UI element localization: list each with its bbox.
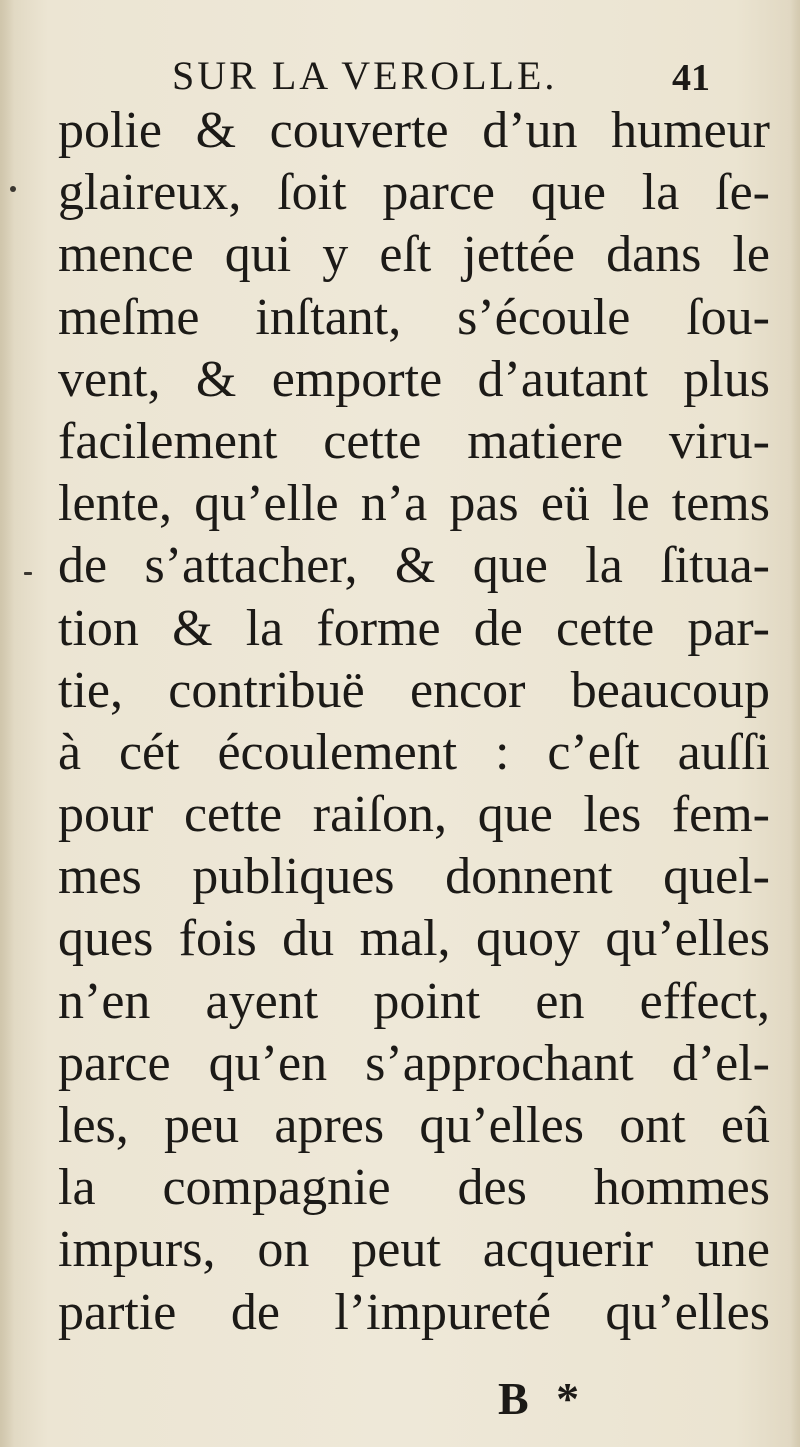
text-line: mence qui y eſt jettée dans le bbox=[58, 226, 770, 284]
text-line: meſme inſtant, s’écoule ſou- bbox=[58, 288, 770, 346]
text-line: impurs, on peut acquerir une bbox=[58, 1221, 770, 1279]
text-line: pour cette raiſon, que les fem- bbox=[58, 786, 770, 844]
text-line: polie & couverte d’un humeur bbox=[58, 102, 770, 159]
page-edge-shadow-right bbox=[790, 0, 800, 1447]
body-text bbox=[58, 100, 770, 1344]
text-line: de s’attacher, & que la ſitua- bbox=[58, 537, 770, 595]
running-head: SUR LA VEROLLE. bbox=[172, 53, 558, 98]
ink-speck bbox=[10, 186, 16, 192]
ink-speck bbox=[24, 572, 32, 575]
text-line: vent, & emporte d’autant plus bbox=[58, 350, 770, 408]
text-line: la compagnie des hommes bbox=[58, 1159, 770, 1217]
text-line: tie, contribuë encor beaucoup bbox=[58, 661, 770, 719]
page-edge-shadow-left bbox=[0, 0, 14, 1447]
signature-mark: B * bbox=[498, 1373, 588, 1424]
text-line: mes publiques donnent quel- bbox=[58, 848, 770, 906]
text-line: ques fois du mal, quoy qu’elles bbox=[58, 910, 770, 968]
text-line: les, peu apres qu’elles ont eû bbox=[58, 1097, 770, 1154]
page-number: 41 bbox=[672, 57, 710, 99]
text-line: à cét écoulement : c’eſt auſſi bbox=[58, 723, 770, 781]
text-line: parce qu’en s’approchant d’el- bbox=[58, 1034, 770, 1092]
text-line: lente, qu’elle n’a pas eü le tems bbox=[58, 475, 770, 533]
text-line: partie de l’impureté qu’elles bbox=[58, 1283, 770, 1341]
text-line: glaireux, ſoit parce que la ſe- bbox=[58, 164, 770, 222]
text-line: tion & la forme de cette par- bbox=[58, 599, 770, 657]
text-line: n’en ayent point en effect, bbox=[58, 972, 770, 1030]
text-line: facilement cette matiere viru- bbox=[58, 412, 770, 470]
